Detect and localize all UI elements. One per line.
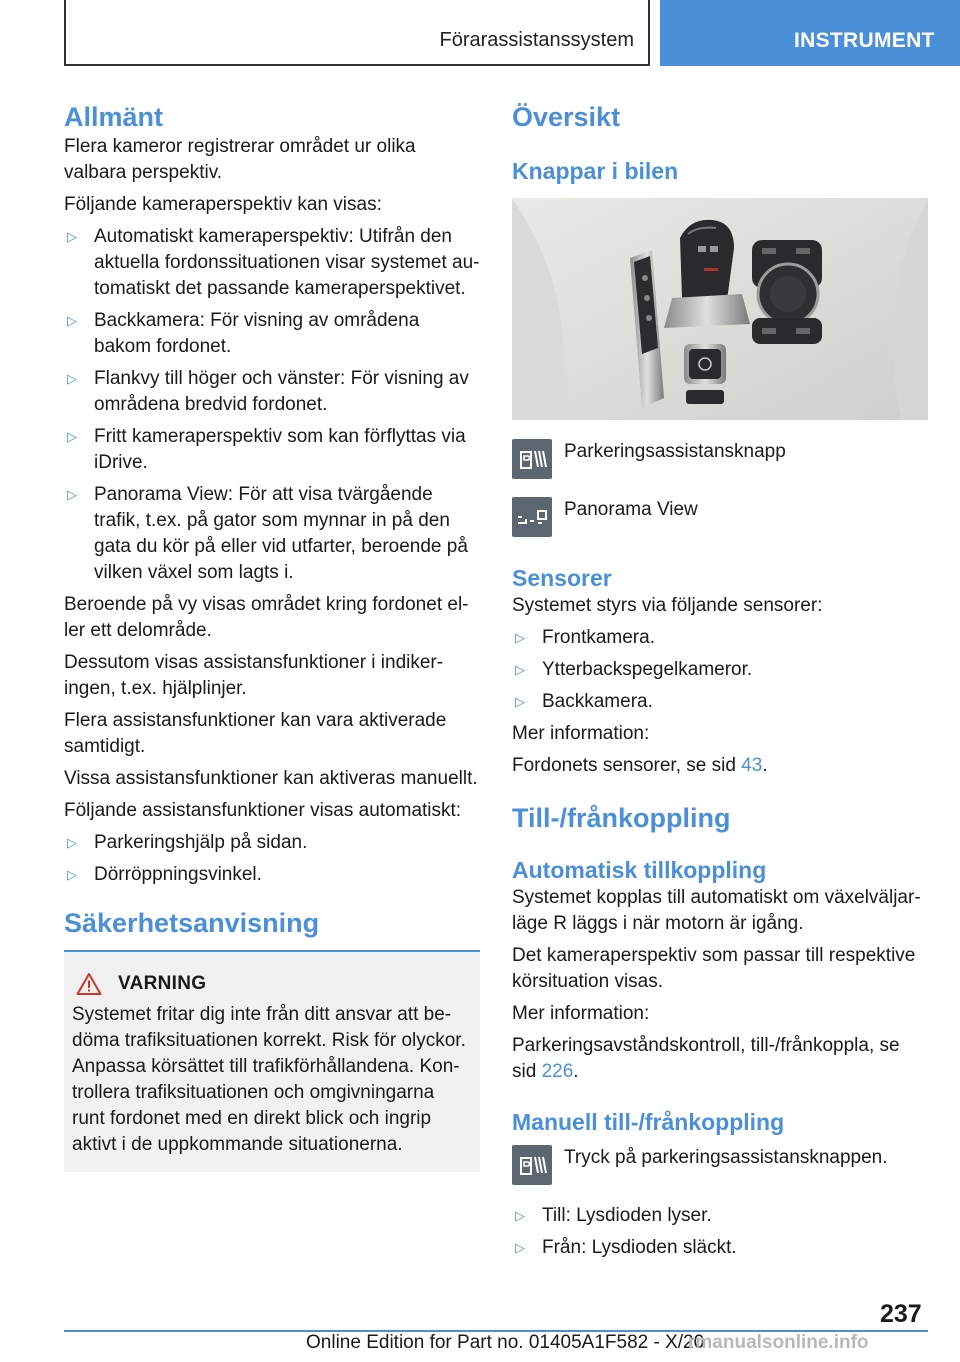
parking-assistant-icon xyxy=(512,1145,552,1185)
auto-paragraph-1: Systemet kopplas till automatiskt om växelväljarläge R läggs i när motorn är igång. xyxy=(512,887,921,934)
footer-edition: Online Edition for Part no. 01405A1F582 - X/20 xyxy=(306,1332,705,1353)
triangle-bullet-icon: ▷ xyxy=(67,313,77,328)
parking-assistant-icon xyxy=(512,439,552,479)
auto-toggle-heading: Automatisk tillkoppling xyxy=(512,857,767,883)
manual-toggle-heading: Manuell till-/frånkoppling xyxy=(512,1109,785,1135)
list-item: ▷ Automatiskt kameraperspektiv: Utifrån den aktuella fordonssituationen visar systemet automatiskt det passande kameraperspektivet. xyxy=(67,226,480,299)
sensorer-heading: Sensorer xyxy=(512,565,612,591)
park-reference: Parkeringsavståndskontroll, till-/frånkoppla, se sid 226. xyxy=(512,1035,900,1082)
triangle-bullet-icon: ▷ xyxy=(515,1208,525,1223)
page-link-226[interactable]: 226 xyxy=(541,1061,574,1082)
list-item: ▷ Dörröppningsvinkel. xyxy=(64,862,480,888)
list-item: ▷ Frontkamera. xyxy=(512,625,928,651)
triangle-bullet-icon: ▷ xyxy=(515,630,525,645)
panorama-button-label: Panorama View xyxy=(564,499,698,520)
paragraph: Flera assistansfunktioner kan vara aktiverade samtidigt. xyxy=(64,710,447,757)
sensorer-intro: Systemet styrs via följande sensorer: xyxy=(512,595,823,616)
warning-text: Systemet fritar dig inte från ditt ansvar att bedöma trafiksituationen korrekt. Risk för olyckor. Anpassa körsättet till trafikförhållandena. Kontrollera trafiksituationen och omgivningarna runt fordonet med en direkt blick och ingrip aktivt i de uppkommande situationerna. xyxy=(72,1004,466,1155)
list-item: ▷ Fritt kameraperspektiv som kan förflyttas via iDrive. xyxy=(67,426,466,473)
warning-title: VARNING xyxy=(118,973,207,994)
manual-step-row xyxy=(512,1145,928,1185)
allmant-paragraph-2: Följande kameraperspektiv kan visas: xyxy=(64,194,382,215)
paragraph: Följande assistansfunktioner visas automatiskt: xyxy=(64,800,462,821)
page-header xyxy=(0,0,960,66)
more-info-label: Mer information: xyxy=(512,1003,650,1024)
paragraph: Vissa assistansfunktioner kan aktiveras manuellt. xyxy=(64,768,478,789)
footer-watermark: rmanualsonline.info xyxy=(688,1332,869,1353)
list-item: ▷ Till: Lysdioden lyser. xyxy=(512,1203,928,1229)
triangle-bullet-icon: ▷ xyxy=(67,835,77,850)
header-section-box xyxy=(64,0,650,66)
triangle-bullet-icon: ▷ xyxy=(67,371,77,386)
allmant-heading: Allmänt xyxy=(64,102,164,132)
manual-state-list xyxy=(512,1203,928,1261)
list-item: ▷ Backkamera. xyxy=(512,689,928,715)
right-column xyxy=(512,100,928,1267)
warning-triangle-icon xyxy=(76,972,102,996)
header-chapter-tab xyxy=(660,0,960,66)
list-item: ▷ Parkeringshjälp på sidan. xyxy=(64,830,480,856)
auto-function-list xyxy=(64,830,480,888)
triangle-bullet-icon: ▷ xyxy=(515,1240,525,1255)
more-info-label: Mer information: xyxy=(512,723,650,744)
toggle-heading: Till-/frånkoppling xyxy=(512,803,731,833)
header-chapter-label: INSTRUMENT xyxy=(794,29,935,52)
paragraph: Dessutom visas assistansfunktioner i indikeringen, t.ex. hjälplinjer. xyxy=(64,652,444,699)
sensor-list xyxy=(512,625,928,715)
left-column xyxy=(64,100,480,1172)
panorama-button-row xyxy=(512,497,928,537)
parking-button-label: Parkeringsassistansknapp xyxy=(564,441,786,462)
list-item: ▷ Flankvy till höger och vänster: För visning av områdena bredvid fordonet. xyxy=(67,368,469,415)
header-section-title: Förarassistanssystem xyxy=(439,29,634,51)
allmant-paragraph-1: Flera kameror registrerar området ur olika valbara perspektiv. xyxy=(64,136,416,183)
warning-box xyxy=(64,952,480,1172)
list-item: ▷ Från: Lysdioden släckt. xyxy=(512,1235,928,1261)
sensors-reference: Fordonets sensorer, se sid 43. xyxy=(512,755,768,776)
triangle-bullet-icon: ▷ xyxy=(67,867,77,882)
list-item: ▷ Panorama View: För att visa tvärgående trafik, t.ex. på gator som mynnar in på den gata du kör på eller vid utfarter, beroende på vilken växel som lagts i. xyxy=(67,484,468,583)
paragraph: Beroende på vy visas området kring fordonet eller ett delområde. xyxy=(64,594,469,641)
panorama-view-icon xyxy=(512,497,552,537)
triangle-bullet-icon: ▷ xyxy=(67,229,77,244)
parking-button-row xyxy=(512,439,928,479)
page-link-43[interactable]: 43 xyxy=(741,755,763,776)
triangle-bullet-icon: ▷ xyxy=(515,662,525,677)
warning-header xyxy=(72,972,472,996)
triangle-bullet-icon: ▷ xyxy=(515,694,525,709)
safety-heading: Säkerhetsanvisning xyxy=(64,908,320,938)
list-item: ▷ Backkamera: För visning av områdena bakom fordonet. xyxy=(67,310,420,357)
triangle-bullet-icon: ▷ xyxy=(67,429,77,444)
auto-paragraph-2: Det kameraperspektiv som passar till respektive körsituation visas. xyxy=(512,945,916,992)
knappar-heading: Knappar i bilen xyxy=(512,158,679,184)
manual-step-text: Tryck på parkeringsassistansknappen. xyxy=(564,1147,888,1168)
perspective-list xyxy=(64,224,480,586)
page-number: 237 xyxy=(880,1300,922,1328)
list-item: ▷ Ytterbackspegelkameror. xyxy=(512,657,928,683)
center-console-photo xyxy=(512,198,928,420)
triangle-bullet-icon: ▷ xyxy=(67,487,77,502)
oversikt-heading: Översikt xyxy=(512,102,621,132)
